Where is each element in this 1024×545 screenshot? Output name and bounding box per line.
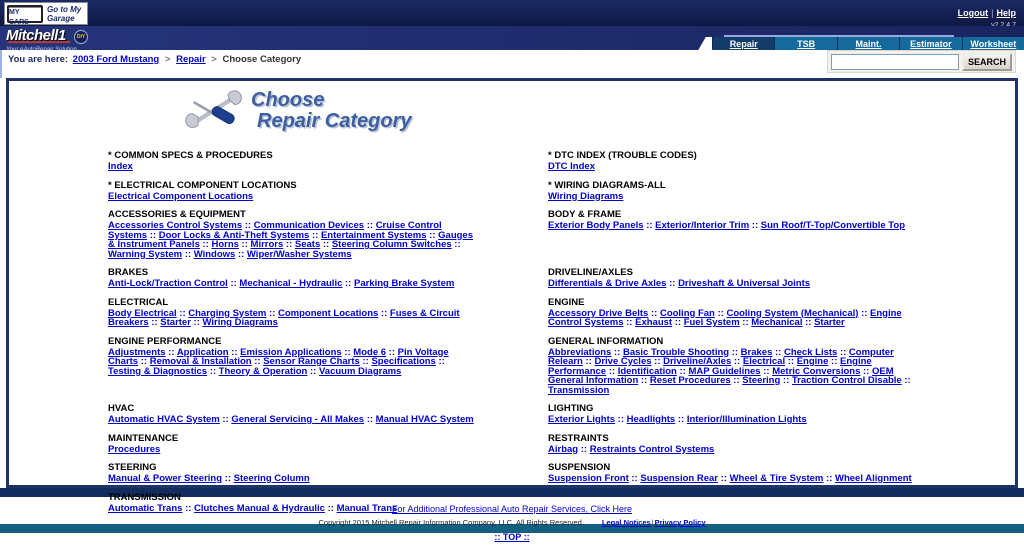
category-row <box>108 403 1015 425</box>
category-cell-left <box>108 297 548 328</box>
category-link[interactable]: Exhaust <box>635 317 673 328</box>
page-title-block <box>185 88 1015 136</box>
link-separator: :: <box>651 356 664 367</box>
category-links <box>108 162 480 172</box>
category-link[interactable]: Computer Relearn <box>548 346 894 367</box>
category-link[interactable]: Drive Cycles <box>594 356 652 367</box>
link-separator: :: <box>199 239 212 250</box>
link-separator: :: <box>638 375 650 386</box>
link-separator: :: <box>582 356 595 367</box>
link-separator: :: <box>165 346 177 358</box>
category-heading: HVAC <box>108 403 135 414</box>
category-heading: GENERAL INFORMATION <box>548 335 664 347</box>
link-separator: :: <box>729 346 741 358</box>
category-link[interactable]: Application <box>176 346 229 358</box>
category-cell-right <box>548 297 1015 328</box>
copyright-text: Copyright 2015 Mitchell Repair Information Company, LLC. All Rights Reserved. <box>318 518 584 527</box>
category-cell-left <box>108 403 548 425</box>
category-link[interactable]: Headlights <box>626 414 676 425</box>
diy-badge: DIY <box>74 30 88 44</box>
tab-label: Worksheet <box>970 38 1017 49</box>
tab-tsb[interactable] <box>774 37 836 50</box>
category-link[interactable]: Testing & Diagnostics <box>108 365 208 377</box>
link-separator: :: <box>386 346 398 358</box>
link-separator: :: <box>283 239 295 250</box>
category-link[interactable]: Adjustments <box>108 346 166 358</box>
link-separator: :: <box>222 473 234 484</box>
category-link[interactable]: Airbag <box>548 443 579 455</box>
category-link[interactable]: Basic Trouble Shooting <box>622 346 730 358</box>
category-cell-left <box>108 267 548 289</box>
tab-bar <box>712 37 1024 50</box>
category-link[interactable]: Wiper/Washer Systems <box>246 248 352 260</box>
tab-label: Estimator <box>910 38 952 49</box>
link-separator: :: <box>266 307 278 319</box>
category-cell-left <box>108 150 548 172</box>
footer-promo-link[interactable]: For Additional Professional Auto Repair Services, Click Here <box>391 504 633 514</box>
link-separator: :: <box>802 317 815 328</box>
category-heading: SUSPENSION <box>548 462 611 473</box>
crossed-tools-icon <box>185 88 241 132</box>
category-link[interactable]: Starter <box>814 317 845 328</box>
category-link[interactable]: Wheel & Tire System <box>729 473 824 484</box>
category-heading: BODY & FRAME <box>548 209 622 220</box>
link-separator: :: <box>359 356 372 367</box>
tab-maint[interactable] <box>837 37 899 50</box>
category-heading: * DTC INDEX (TROUBLE CODES) <box>548 150 697 161</box>
category-link[interactable]: Starter <box>160 317 191 328</box>
category-row <box>108 267 1015 289</box>
category-link[interactable]: Traction Control Disable <box>791 375 902 386</box>
category-cell-right <box>548 180 1015 202</box>
page-title-line1: Choose <box>251 89 325 111</box>
link-separator: :: <box>828 356 840 367</box>
tab-estimator[interactable] <box>899 37 961 50</box>
category-link[interactable]: Warning System <box>108 248 183 260</box>
link-separator: :: <box>785 356 797 367</box>
category-links <box>108 279 480 289</box>
category-link[interactable]: Gauges & Instrument Panels <box>108 229 473 250</box>
link-separator: :: <box>426 229 439 241</box>
tab-strip <box>698 37 1024 50</box>
category-heading: DRIVELINE/AXLES <box>548 267 633 278</box>
category-link[interactable]: Differentials & Drive Axles <box>548 278 667 289</box>
category-row <box>108 336 1015 396</box>
category-link[interactable]: OEM General Information <box>548 365 894 386</box>
category-link[interactable]: Fuses & Circuit Breakers <box>108 307 460 328</box>
breadcrumb <box>8 54 301 65</box>
category-link[interactable]: Charging System <box>188 307 267 319</box>
link-separator: :: <box>772 346 784 358</box>
link-separator: :: <box>730 375 743 386</box>
category-link[interactable]: Driveshaft & Universal Joints <box>678 278 811 289</box>
tab-repair[interactable] <box>712 37 774 50</box>
category-link[interactable]: Mechanical <box>751 317 803 328</box>
category-link[interactable]: Fuel System <box>683 317 740 328</box>
garage-button-label: Go to My Garage <box>47 4 82 23</box>
category-link[interactable]: Manual HVAC System <box>375 414 474 425</box>
link-separator: :: <box>190 317 203 328</box>
license-plate-icon <box>7 5 43 26</box>
link-separator: :: <box>364 220 376 231</box>
link-separator: :: <box>309 229 321 241</box>
link-separator: :: <box>147 229 159 241</box>
category-link[interactable]: Vacuum Diagrams <box>318 365 402 377</box>
category-link[interactable]: Pin Voltage Charts <box>108 346 449 367</box>
search-button[interactable]: SEARCH <box>962 53 1012 71</box>
category-link[interactable]: Cooling Fan <box>659 307 715 319</box>
top-link[interactable]: :: TOP :: <box>494 532 530 542</box>
page-title <box>251 90 412 132</box>
link-separator: :: <box>780 375 792 386</box>
link-separator: :: <box>341 346 354 358</box>
breadcrumb-prefix: You are here: <box>8 54 69 65</box>
link-separator: :: <box>242 220 254 231</box>
category-row <box>108 209 1015 259</box>
category-heading: * ELECTRICAL COMPONENT LOCATIONS <box>108 179 297 191</box>
category-links <box>108 309 480 328</box>
category-link[interactable]: Engine <box>796 356 829 367</box>
tab-label: Maint. <box>855 38 882 49</box>
breadcrumb-separator: > <box>164 54 171 65</box>
category-link[interactable]: Restraints Control Systems <box>589 443 715 455</box>
category-link[interactable]: Index <box>108 161 133 172</box>
link-separator: :: <box>307 365 319 377</box>
category-links <box>548 445 920 455</box>
link-separator: :: <box>606 365 618 377</box>
category-link[interactable]: Accessories Control Systems <box>108 220 243 231</box>
tab-worksheet[interactable] <box>962 37 1024 50</box>
breadcrumb-current: Choose Category <box>222 54 302 65</box>
category-heading: RESTRAINTS <box>548 432 609 444</box>
link-separator: :: <box>342 278 354 289</box>
link-separator: :: <box>823 473 835 484</box>
link-separator: :: <box>749 220 761 231</box>
category-link[interactable]: Electrical <box>742 356 786 367</box>
category-table <box>108 150 1015 513</box>
category-link[interactable]: Mechanical - Hydraulic <box>239 278 343 289</box>
category-cell-right <box>548 462 1015 484</box>
category-heading: BRAKES <box>108 267 149 278</box>
category-link[interactable]: Wiring Diagrams <box>202 317 278 328</box>
category-heading: ELECTRICAL <box>108 296 169 308</box>
link-separator: :: <box>219 414 232 425</box>
category-cell-left <box>108 209 548 259</box>
breadcrumb-row <box>0 50 1024 78</box>
page-title-line2: Repair Category <box>257 110 412 132</box>
category-link[interactable]: Body Electrical <box>108 307 177 319</box>
category-heading: LIGHTING <box>548 403 594 414</box>
go-to-my-garage-button[interactable] <box>4 2 88 25</box>
category-link[interactable]: Exterior Body Panels <box>548 220 644 231</box>
category-link[interactable]: Removal & Installation <box>149 356 252 367</box>
category-links <box>108 415 480 425</box>
category-row <box>108 150 1015 172</box>
category-link[interactable]: Emission Applications <box>240 346 342 358</box>
category-link[interactable]: Component Locations <box>278 307 379 319</box>
link-separator: :: <box>837 346 849 358</box>
logout-link[interactable]: Logout <box>957 8 989 18</box>
link-separator: :: <box>207 365 219 377</box>
link-separator: :: <box>623 317 636 328</box>
category-link[interactable]: Automatic Trans <box>108 502 183 514</box>
category-heading: STEERING <box>108 462 157 473</box>
category-link[interactable]: Manual Trans <box>336 502 398 514</box>
category-cell-left <box>108 336 548 396</box>
category-link[interactable]: Wiring Diagrams <box>548 190 624 202</box>
category-cell-left <box>108 462 548 484</box>
link-separator: :: <box>148 317 161 328</box>
brand-text: Mitchell1 <box>6 27 66 44</box>
link-separator: :: <box>228 346 241 358</box>
breadcrumb-separator: > <box>211 54 217 65</box>
link-separator: :: <box>324 502 337 514</box>
category-link[interactable]: Reset Procedures <box>649 375 731 386</box>
category-cell-left <box>108 180 548 202</box>
link-separator: :: <box>238 239 251 250</box>
brand-nav-bar <box>0 26 1024 50</box>
link-separator: :: <box>676 365 689 377</box>
category-link[interactable]: Engine Control Systems <box>548 307 902 328</box>
category-links <box>108 348 480 377</box>
category-links <box>548 474 920 484</box>
category-link[interactable]: Engine Performance <box>548 356 872 377</box>
link-separator: :: <box>615 414 627 425</box>
link-separator: :: <box>666 278 679 289</box>
link-separator: :: <box>176 307 189 319</box>
category-link[interactable]: Mirrors <box>250 239 284 250</box>
category-cell-right <box>548 433 1015 455</box>
category-link[interactable]: Wheel Alignment <box>835 473 912 484</box>
breadcrumb-link-repair[interactable]: Repair <box>176 54 206 65</box>
category-link[interactable]: Electrical Component Locations <box>108 190 254 202</box>
category-links <box>548 279 920 289</box>
link-separator: :: <box>138 356 150 367</box>
link-separator: :: <box>739 317 752 328</box>
tab-label: Repair <box>729 38 758 49</box>
category-link[interactable]: Clutches Manual & Hydraulic <box>194 502 325 514</box>
category-link[interactable]: Specifications <box>371 356 436 367</box>
tab-label: TSB <box>797 38 816 49</box>
category-cell-right <box>548 336 1015 396</box>
category-link[interactable]: Parking Brake System <box>353 278 455 289</box>
category-row <box>108 433 1015 455</box>
link-separator: :: <box>235 248 247 260</box>
link-separator: :: <box>628 473 641 484</box>
category-link[interactable]: Sun Roof/T-Top/Convertible Top <box>760 220 906 231</box>
category-link[interactable]: Identification <box>617 365 677 377</box>
category-cell-left <box>108 433 548 455</box>
link-separator: :: <box>717 473 730 484</box>
category-link[interactable]: Check Lists <box>783 346 838 358</box>
category-row <box>108 462 1015 484</box>
category-link[interactable]: MAP Guidelines <box>688 365 761 377</box>
category-link[interactable]: Anti-Lock/Traction Control <box>108 278 228 289</box>
link-separator: :: <box>672 317 684 328</box>
top-links-separator: | <box>991 8 994 18</box>
category-link[interactable]: DTC Index <box>548 161 595 172</box>
link-separator: :: <box>182 248 194 260</box>
category-link[interactable]: Steering Column <box>233 473 310 484</box>
category-link[interactable]: Steering <box>742 375 781 386</box>
category-link[interactable]: Manual & Power Steering <box>108 473 223 484</box>
link-separator: :: <box>435 356 445 367</box>
search-panel <box>827 50 1016 73</box>
category-link[interactable]: Door Locks & Anti-Theft Systems <box>158 229 310 241</box>
help-link[interactable]: Help <box>996 8 1016 18</box>
category-links <box>108 445 480 455</box>
link-separator: :: <box>378 307 390 319</box>
search-input[interactable] <box>831 54 959 70</box>
category-link[interactable]: General Servicing - All Makes <box>231 414 365 425</box>
category-links <box>548 415 920 425</box>
breadcrumb-link-vehicle[interactable]: 2003 Ford Mustang <box>72 54 160 65</box>
category-link[interactable]: Cruise Control Systems <box>108 220 442 241</box>
category-links <box>108 221 480 259</box>
top-bar <box>0 0 1024 26</box>
category-link[interactable]: Cooling System (Mechanical) <box>726 307 859 319</box>
category-links <box>108 474 480 484</box>
category-link[interactable]: Driveline/Axles <box>663 356 732 367</box>
category-link[interactable]: Suspension Front <box>548 473 629 484</box>
footer-links-separator: | <box>651 518 654 527</box>
link-separator: :: <box>858 307 871 319</box>
category-link[interactable]: Transmission <box>548 384 610 396</box>
category-link[interactable]: Metric Conversions <box>772 365 861 377</box>
link-separator: :: <box>648 307 660 319</box>
category-cell-right <box>548 403 1015 425</box>
category-cell-right <box>548 209 1015 259</box>
link-separator: :: <box>578 443 590 455</box>
category-heading: ENGINE <box>548 296 585 308</box>
link-separator: :: <box>901 375 911 386</box>
link-separator: :: <box>675 414 687 425</box>
link-separator: :: <box>251 356 264 367</box>
category-heading: * WIRING DIAGRAMS-ALL <box>548 179 666 191</box>
category-heading: ENGINE PERFORMANCE <box>108 335 222 347</box>
category-link[interactable]: Communication Devices <box>253 220 365 231</box>
category-cell-right <box>548 150 1015 172</box>
category-link[interactable]: Horns <box>211 239 239 250</box>
category-link[interactable]: Suspension Rear <box>640 473 718 484</box>
category-link[interactable]: Interior/Illumination Lights <box>686 414 807 425</box>
category-link[interactable]: Sensor Range Charts <box>263 356 360 367</box>
link-separator: :: <box>714 307 727 319</box>
link-separator: :: <box>643 220 656 231</box>
link-separator: :: <box>364 414 376 425</box>
category-link[interactable]: Accessory Drive Belts <box>548 307 649 319</box>
link-separator: :: <box>227 278 240 289</box>
plate-label: MY CARS <box>9 8 29 26</box>
link-separator: :: <box>731 356 743 367</box>
category-link[interactable]: Steering Column Switches <box>331 239 452 250</box>
link-separator: :: <box>451 239 461 250</box>
category-cell-right <box>548 267 1015 289</box>
category-link[interactable]: Theory & Operation <box>218 365 308 377</box>
category-link[interactable]: Procedures <box>108 443 161 455</box>
category-link[interactable]: Automatic HVAC System <box>108 414 220 425</box>
legal-notices-link[interactable]: Legal Notices <box>601 518 651 527</box>
link-separator: :: <box>611 346 623 358</box>
privacy-policy-link[interactable]: Privacy Policy <box>654 518 706 527</box>
category-links <box>108 192 480 202</box>
category-link[interactable]: Exterior Lights <box>548 414 616 425</box>
category-heading: * COMMON SPECS & PROCEDURES <box>108 150 273 161</box>
category-links <box>548 221 920 231</box>
link-separator: :: <box>860 365 872 377</box>
category-links <box>548 309 920 328</box>
category-links <box>548 348 920 396</box>
category-row <box>108 180 1015 202</box>
category-link[interactable]: Brakes <box>740 346 773 358</box>
link-separator: :: <box>320 239 332 250</box>
link-separator: :: <box>760 365 773 377</box>
category-link[interactable]: Abbreviations <box>548 346 612 358</box>
category-link[interactable]: Mode 6 <box>353 346 387 358</box>
link-separator: :: <box>182 502 195 514</box>
category-heading: MAINTENANCE <box>108 432 179 444</box>
category-link[interactable]: Seats <box>294 239 321 250</box>
category-row <box>108 297 1015 328</box>
category-link[interactable]: Exterior/Interior Trim <box>655 220 750 231</box>
category-link[interactable]: Windows <box>193 248 236 260</box>
category-heading: ACCESSORIES & EQUIPMENT <box>108 209 246 220</box>
category-link[interactable]: Entertainment Systems <box>320 229 427 241</box>
category-links <box>548 162 920 172</box>
category-heading: TRANSMISSION <box>108 491 181 503</box>
category-links <box>548 192 920 202</box>
